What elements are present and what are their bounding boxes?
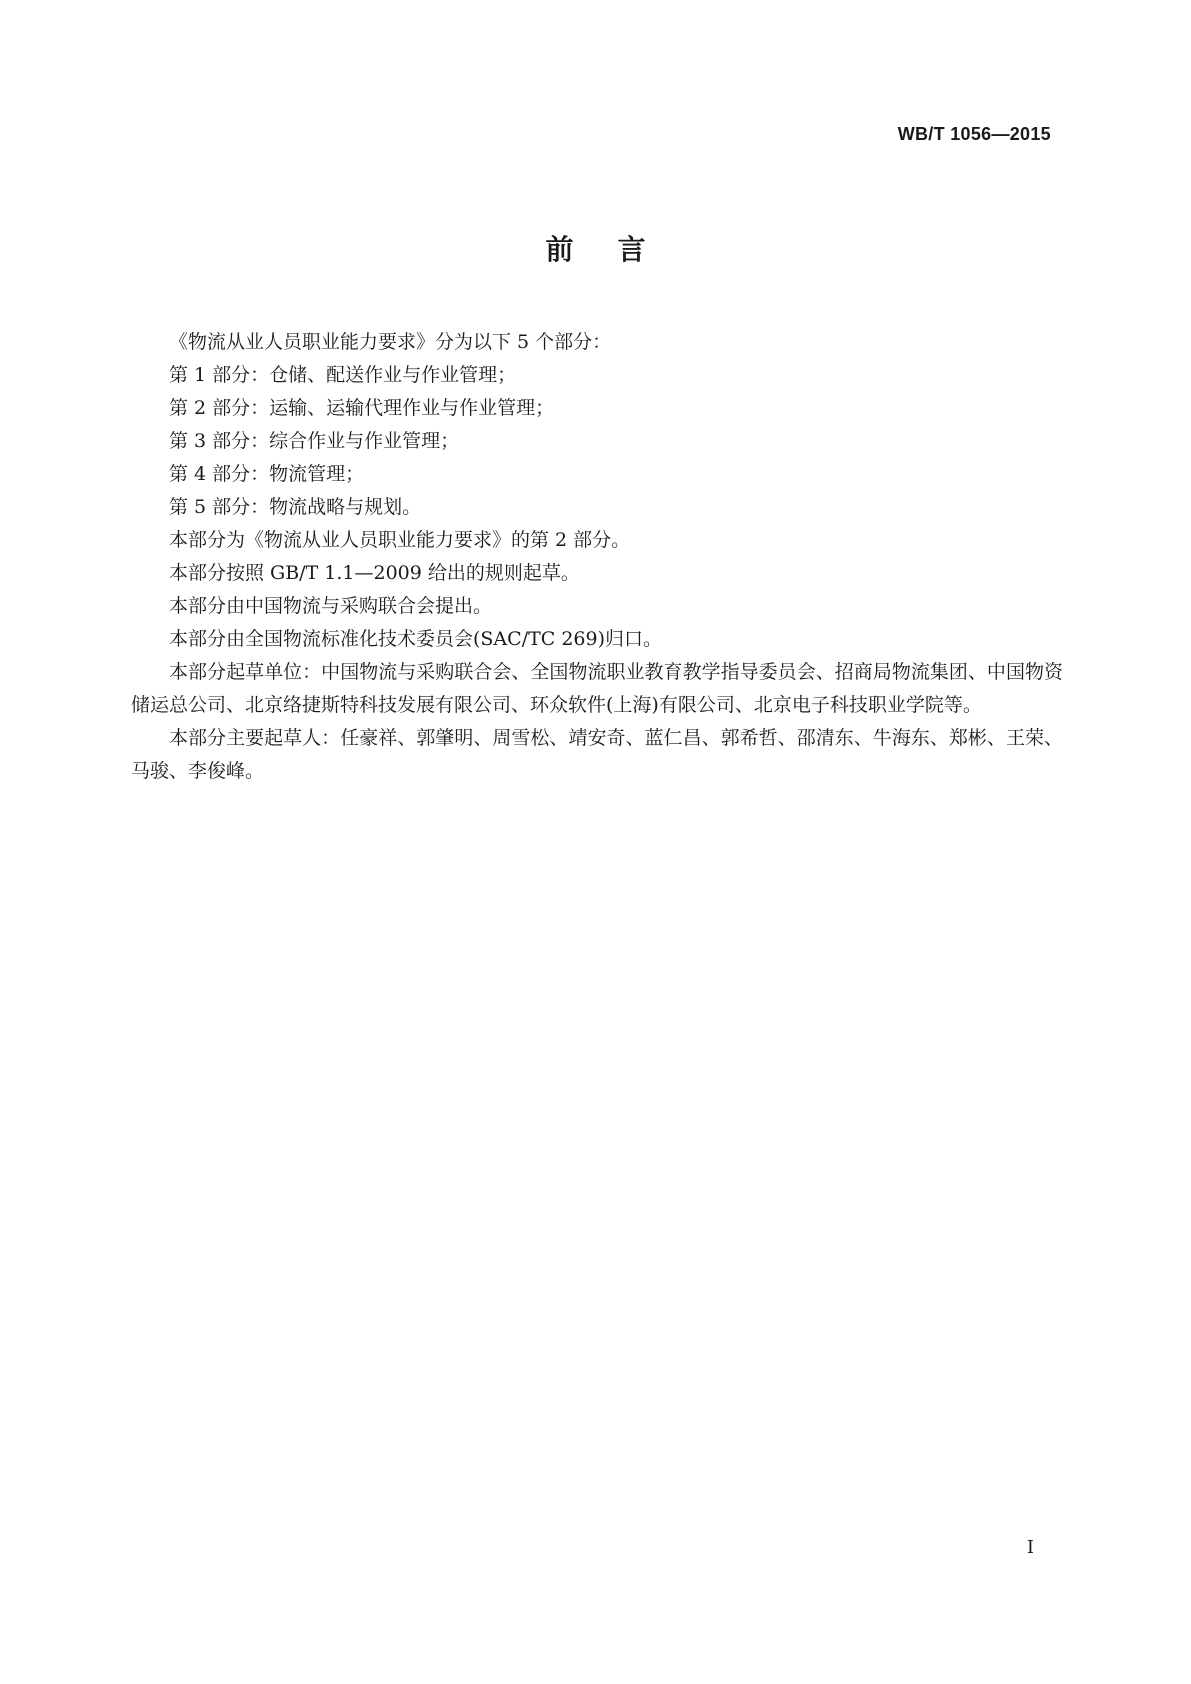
paragraph-proposer: 本部分由中国物流与采购联合会提出。 — [169, 595, 493, 617]
foreword-body — [131, 326, 1063, 788]
page-number: I — [1026, 1537, 1034, 1558]
paragraph-drafting-rules: 本部分按照 GB/T 1.1—2009 给出的规则起草。 — [169, 562, 580, 584]
paragraph-drafting-units: 本部分起草单位：中国物流与采购联合会、全国物流职业教育教学指导委员会、招商局物流集团、中国物资储运总公司、北京络捷斯特科技发展有限公司、环众软件(上海)有限公司、北京电子科技职业学院等。 — [131, 661, 1063, 716]
paragraph-part-2: 第 2 部分：运输、运输代理作业与作业管理； — [169, 397, 555, 419]
paragraph-parts-intro: 《物流从业人员职业能力要求》分为以下 5 个部分： — [169, 331, 612, 353]
paragraph-part-5: 第 5 部分：物流战略与规划。 — [169, 496, 422, 518]
paragraph-drafters: 本部分主要起草人：任豪祥、郭肇明、周雪松、靖安奇、蓝仁昌、郭希哲、邵清东、牛海东、郑彬、王荣、马骏、李俊峰。 — [131, 727, 1063, 782]
paragraph-part-1: 第 1 部分：仓储、配送作业与作业管理； — [169, 364, 517, 386]
standard-code: WB/T 1056—2015 — [897, 124, 1051, 144]
paragraph-part-4: 第 4 部分：物流管理； — [169, 463, 365, 485]
paragraph-committee: 本部分由全国物流标准化技术委员会(SAC/TC 269)归口。 — [169, 628, 663, 650]
paragraph-part-3: 第 3 部分：综合作业与作业管理； — [169, 430, 460, 452]
paragraph-this-part: 本部分为《物流从业人员职业能力要求》的第 2 部分。 — [169, 529, 631, 551]
page-title: 前言 — [545, 233, 690, 266]
